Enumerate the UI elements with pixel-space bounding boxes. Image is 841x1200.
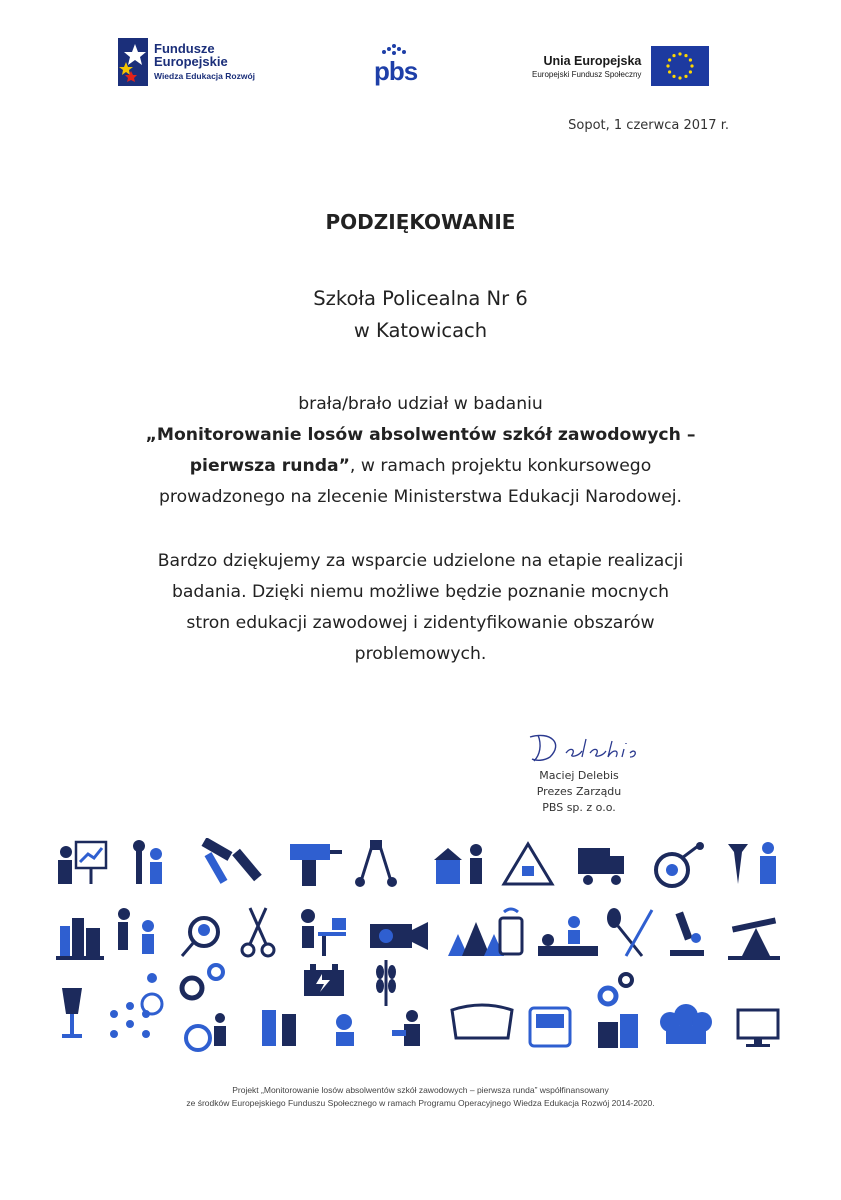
para2-line1: Bardzo dziękujemy za wsparcie udzielone na etapie realizacji	[157, 551, 684, 571]
massage-icon	[538, 916, 598, 956]
microscope-icon	[670, 911, 704, 956]
thanks-paragraph	[0, 546, 841, 670]
wheat-icon	[376, 960, 396, 1006]
fe-logo-line2: Europejskie	[154, 53, 228, 69]
scissors-comb-icon	[242, 908, 274, 956]
pbs-logo	[370, 42, 430, 86]
handwritten-signature	[520, 727, 650, 767]
signatory-role: Prezes Zarządu	[536, 785, 622, 798]
school-line2: w Katowicach	[353, 319, 488, 342]
spoon-fork-icon	[607, 908, 652, 956]
vocational-icons-grid	[52, 838, 792, 1068]
para1-line2: „Monitorowanie losów absolwentów szkół zawodowych –	[145, 425, 696, 445]
chef-waiter-icon	[392, 1010, 420, 1046]
tools-hammer-icon	[202, 838, 262, 884]
call-center-icon	[336, 1014, 354, 1046]
presenter-chart-icon	[58, 842, 106, 884]
factory-tanks-icon	[56, 918, 104, 960]
buildings-icon	[598, 1014, 638, 1048]
hose-reel-worker-icon	[186, 1013, 226, 1050]
drill-icon	[290, 844, 342, 886]
gears-icon	[182, 965, 223, 998]
para1-line3-rest: , w ramach projektu konkursowego	[349, 456, 652, 476]
video-camera-icon	[370, 922, 428, 950]
cable-clamps-icon	[355, 840, 397, 887]
eu-monitor-icon	[738, 1010, 778, 1047]
fe-logo-line1: Fundusze	[154, 40, 215, 56]
oil-pump-icon	[728, 917, 780, 960]
welding-reel-icon	[656, 842, 704, 886]
para1-line1: brała/brało udział w badaniu	[298, 394, 543, 414]
school-name	[0, 283, 841, 347]
footer-line1: Projekt „Monitorowanie losów absolwentów szkół zawodowych – pierwsza runda” współfinansowany	[232, 1085, 609, 1095]
school-teacher-icon	[434, 844, 482, 884]
eu-logo-line1: Unia Europejska	[543, 53, 642, 68]
signatory-block	[0, 768, 841, 816]
pbs-logo-text: pbs	[374, 56, 418, 86]
worker-wheelchair-icon	[118, 908, 154, 954]
para1-line3-bold: pierwsza runda”	[189, 456, 350, 476]
unia-europejska-logo	[532, 46, 709, 86]
electric-warning-icon	[504, 844, 552, 884]
signatory-company: PBS sp. z o.o.	[542, 801, 616, 814]
truck-icon	[578, 848, 624, 885]
screw-mechanic-icon	[728, 842, 776, 884]
smartphone-hand-icon	[500, 909, 522, 954]
battery-icon	[304, 964, 344, 996]
gears-blue-icon	[600, 974, 632, 1004]
signatory-name: Maciej Delebis	[539, 769, 619, 782]
bus-icon	[530, 1008, 570, 1046]
para2-line4: problemowych.	[354, 644, 487, 664]
school-line1: Szkoła Policealna Nr 6	[313, 287, 528, 310]
fundusze-europejskie-logo	[118, 38, 255, 86]
date-line: Sopot, 1 czerwca 2017 r.	[568, 118, 729, 133]
project-footer	[0, 1084, 841, 1110]
eu-logo-line2: Europejski Fundusz Społeczny	[532, 69, 642, 79]
fe-logo-line3: Wiedza Edukacja Rozwój	[154, 70, 255, 81]
forest-trees-icon	[448, 922, 504, 956]
footer-line2: ze środków Europejskiego Funduszu Społecznego w ramach Programu Operacyjnego Wiedza Edukacja Rozwój 2014-2020.	[186, 1098, 655, 1108]
eu-flag-icon	[651, 46, 709, 86]
mannequin-icon	[62, 988, 82, 1038]
fe-star-icon	[118, 38, 148, 86]
chef-hat-icon	[660, 1004, 712, 1044]
car-windshield-icon	[452, 1005, 512, 1038]
para2-line2: badania. Dzięki niemu możliwe będzie poznanie mocnych	[171, 582, 669, 602]
para2-line3: stron edukacji zawodowej i zidentyfikowanie obszarów	[186, 613, 655, 633]
participation-paragraph	[0, 389, 841, 513]
magnifier-person-icon	[182, 918, 218, 956]
wheelchair-icon	[142, 973, 162, 1014]
wrench-worker-icon	[133, 840, 162, 884]
office-desk-icon	[301, 909, 346, 956]
para1-line4: prowadzonego na zlecenie Ministerstwa Edukacji Narodowej.	[158, 487, 683, 507]
spray-comb-icon	[262, 1010, 296, 1046]
document-title: PODZIĘKOWANIE	[325, 210, 516, 234]
